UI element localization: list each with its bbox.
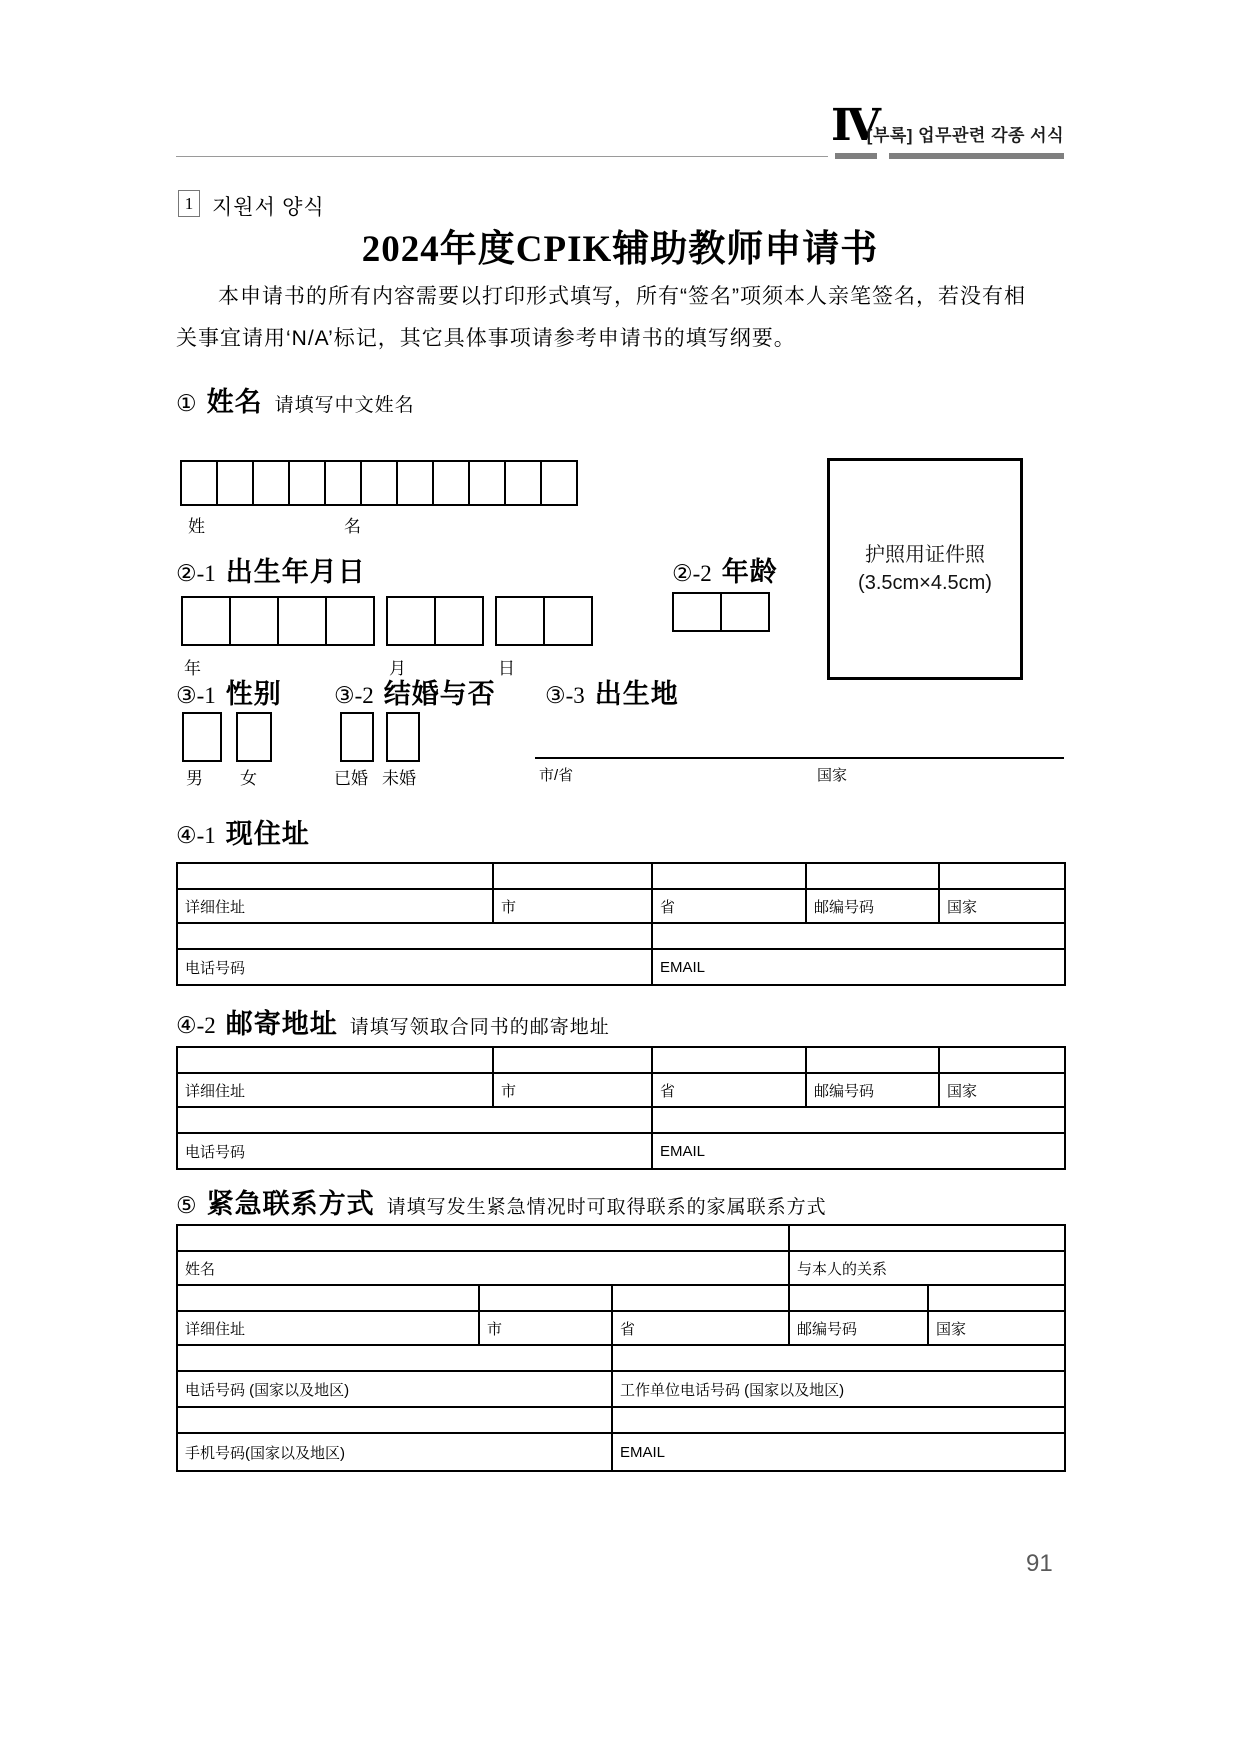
table-row	[177, 1133, 1065, 1169]
birthplace-country-label: 国家	[817, 767, 848, 784]
birthplace-write-line	[535, 757, 1064, 759]
section-age-heading	[672, 550, 778, 589]
month-cell	[436, 598, 482, 644]
name-cell	[398, 462, 434, 504]
single-label: 未婚	[382, 769, 416, 788]
chapter-title: [부록] 업무관련 각종 서식	[866, 126, 1064, 145]
birth-year-cells	[181, 596, 375, 646]
write-in-cell	[479, 1285, 612, 1311]
chapter-numeral: Ⅳ	[831, 101, 881, 150]
married-checkbox	[340, 712, 374, 762]
section-birthdate-heading	[176, 550, 366, 589]
table-row	[177, 1311, 1065, 1345]
section-label: 现住址	[225, 819, 310, 849]
write-in-cell	[177, 1407, 612, 1433]
table-row	[177, 949, 1065, 985]
column-label: 手机号码(国家以及地区)	[177, 1433, 612, 1471]
header-accent-bar-2	[889, 153, 1064, 159]
write-in-cell	[177, 1047, 493, 1073]
section-label: 姓名	[206, 387, 263, 417]
table-row	[177, 1073, 1065, 1107]
intro-line-2: 关事宜请用‘N/A’标记，其它具体事项请参考申请书的填写纲要。	[176, 327, 796, 350]
write-in-cell	[652, 1107, 1065, 1133]
write-in-cell	[177, 1107, 652, 1133]
section-hint: 请填写中文姓名	[274, 395, 415, 416]
write-in-cell	[652, 1047, 806, 1073]
day-cell	[545, 598, 591, 644]
section-emergency-heading	[176, 1182, 827, 1221]
section-current-address-heading	[176, 812, 310, 851]
year-cell	[327, 598, 373, 644]
section-marital-heading	[334, 672, 496, 711]
section-hint: 请填写发生紧急情况时可取得联系的家属联系方式	[386, 1197, 827, 1218]
column-label: 省	[652, 889, 806, 923]
write-in-cell	[789, 1285, 928, 1311]
emergency-contact-table	[176, 1224, 1066, 1472]
current-address-table	[176, 862, 1066, 986]
female-label: 女	[240, 769, 257, 788]
column-label: 工作单位电话号码 (国家以及地区)	[612, 1371, 1065, 1407]
document-title: 2024年度CPIK辅助教师申请书	[361, 229, 879, 270]
table-row	[177, 1345, 1065, 1371]
write-in-cell	[652, 863, 806, 889]
surname-label: 姓	[188, 517, 205, 536]
single-checkbox	[386, 712, 420, 762]
section-label: 性别	[225, 679, 282, 709]
column-label: 姓名	[177, 1251, 789, 1285]
section-number: ③-1	[176, 683, 216, 708]
passport-photo-box	[827, 458, 1023, 680]
section-label: 出生年月日	[225, 557, 366, 587]
write-in-cell	[493, 1047, 652, 1073]
section-hint: 请填写领取合同书的邮寄地址	[349, 1017, 610, 1038]
male-label: 男	[186, 769, 203, 788]
write-in-cell	[806, 863, 939, 889]
male-checkbox	[182, 712, 222, 762]
header-rule	[176, 156, 828, 157]
write-in-cell	[612, 1407, 1065, 1433]
year-cell	[183, 598, 231, 644]
column-label: 电话号码	[177, 949, 652, 985]
write-in-cell	[789, 1225, 1065, 1251]
section-label: 邮寄地址	[225, 1009, 338, 1039]
name-cell	[434, 462, 470, 504]
photo-box-line1: 护照用证件照	[865, 544, 985, 566]
given-name-label: 名	[344, 517, 361, 536]
table-row	[177, 863, 1065, 889]
table-row	[177, 1285, 1065, 1311]
table-row	[177, 1225, 1065, 1251]
table-row	[177, 1433, 1065, 1471]
name-cell	[218, 462, 254, 504]
column-label: 电话号码 (国家以及地区)	[177, 1371, 612, 1407]
intro-paragraph	[176, 276, 1076, 360]
column-label: 详细住址	[177, 889, 493, 923]
section-number: ②-1	[176, 561, 216, 586]
age-cell	[722, 594, 768, 630]
form-index-label: 지원서 양식	[212, 195, 325, 219]
section-number: ③-3	[545, 683, 585, 708]
table-row	[177, 1371, 1065, 1407]
column-label: EMAIL	[652, 949, 1065, 985]
column-label: 邮编号码	[789, 1311, 928, 1345]
column-label: EMAIL	[612, 1433, 1065, 1471]
write-in-cell	[939, 1047, 1065, 1073]
birthplace-city-label: 市/省	[539, 767, 574, 784]
section-label: 年龄	[721, 557, 778, 587]
birth-day-cells	[495, 596, 593, 646]
write-in-cell	[493, 863, 652, 889]
form-index-number: 1	[178, 190, 200, 217]
column-label: 市	[479, 1311, 612, 1345]
name-cell	[182, 462, 218, 504]
intro-line-1: 本申请书的所有内容需要以打印形式填写，所有“签名”项须本人亲笔签名，若没有相	[218, 285, 1026, 308]
write-in-cell	[177, 923, 652, 949]
female-checkbox	[236, 712, 272, 762]
age-cell	[674, 594, 722, 630]
write-in-cell	[177, 863, 493, 889]
write-in-cell	[177, 1225, 789, 1251]
write-in-cell	[612, 1345, 1065, 1371]
column-label: 省	[612, 1311, 789, 1345]
name-cell	[290, 462, 326, 504]
column-label: 电话号码	[177, 1133, 652, 1169]
column-label: 详细住址	[177, 1311, 479, 1345]
column-label: 邮编号码	[806, 889, 939, 923]
name-cell	[326, 462, 362, 504]
name-cell	[470, 462, 506, 504]
month-cell	[388, 598, 436, 644]
name-cell	[254, 462, 290, 504]
birth-month-cells	[386, 596, 484, 646]
column-label: 国家	[939, 889, 1065, 923]
section-number: ④-2	[176, 1013, 216, 1038]
name-cell	[362, 462, 398, 504]
write-in-cell	[177, 1285, 479, 1311]
section-gender-heading	[176, 672, 282, 711]
section-name-heading	[176, 380, 415, 419]
column-label: 市	[493, 1073, 652, 1107]
photo-box-line2: (3.5cm×4.5cm)	[858, 572, 992, 594]
day-label: 日	[498, 659, 515, 678]
section-number: ①	[176, 391, 197, 416]
section-number: ②-2	[672, 561, 712, 586]
mailing-address-table	[176, 1046, 1066, 1170]
write-in-cell	[939, 863, 1065, 889]
table-row	[177, 1107, 1065, 1133]
table-row	[177, 1251, 1065, 1285]
age-cells	[672, 592, 770, 632]
section-number: ⑤	[176, 1193, 197, 1218]
column-label: 详细住址	[177, 1073, 493, 1107]
column-label: EMAIL	[652, 1133, 1065, 1169]
section-label: 紧急联系方式	[206, 1189, 375, 1219]
table-row	[177, 1047, 1065, 1073]
name-cell	[542, 462, 576, 504]
month-label: 月	[389, 659, 406, 678]
table-row	[177, 1407, 1065, 1433]
year-cell	[279, 598, 327, 644]
page-number: 91	[1026, 1550, 1053, 1577]
table-row	[177, 889, 1065, 923]
header-accent-bar	[835, 153, 877, 159]
married-label: 已婚	[334, 769, 368, 788]
write-in-cell	[612, 1285, 789, 1311]
column-label: 国家	[939, 1073, 1065, 1107]
write-in-cell	[652, 923, 1065, 949]
section-mailing-address-heading	[176, 1002, 610, 1041]
table-row	[177, 923, 1065, 949]
section-birthplace-heading	[545, 672, 679, 711]
year-cell	[231, 598, 279, 644]
section-number: ④-1	[176, 823, 216, 848]
column-label: 国家	[928, 1311, 1065, 1345]
section-number: ③-2	[334, 683, 374, 708]
section-label: 结婚与否	[383, 679, 496, 709]
column-label: 市	[493, 889, 652, 923]
section-label: 出生地	[594, 679, 679, 709]
write-in-cell	[177, 1345, 612, 1371]
column-label: 省	[652, 1073, 806, 1107]
day-cell	[497, 598, 545, 644]
write-in-cell	[806, 1047, 939, 1073]
name-cell	[506, 462, 542, 504]
column-label: 与本人的关系	[789, 1251, 1065, 1285]
name-cell-row	[180, 460, 578, 506]
year-label: 年	[184, 659, 201, 678]
write-in-cell	[928, 1285, 1065, 1311]
column-label: 邮编号码	[806, 1073, 939, 1107]
